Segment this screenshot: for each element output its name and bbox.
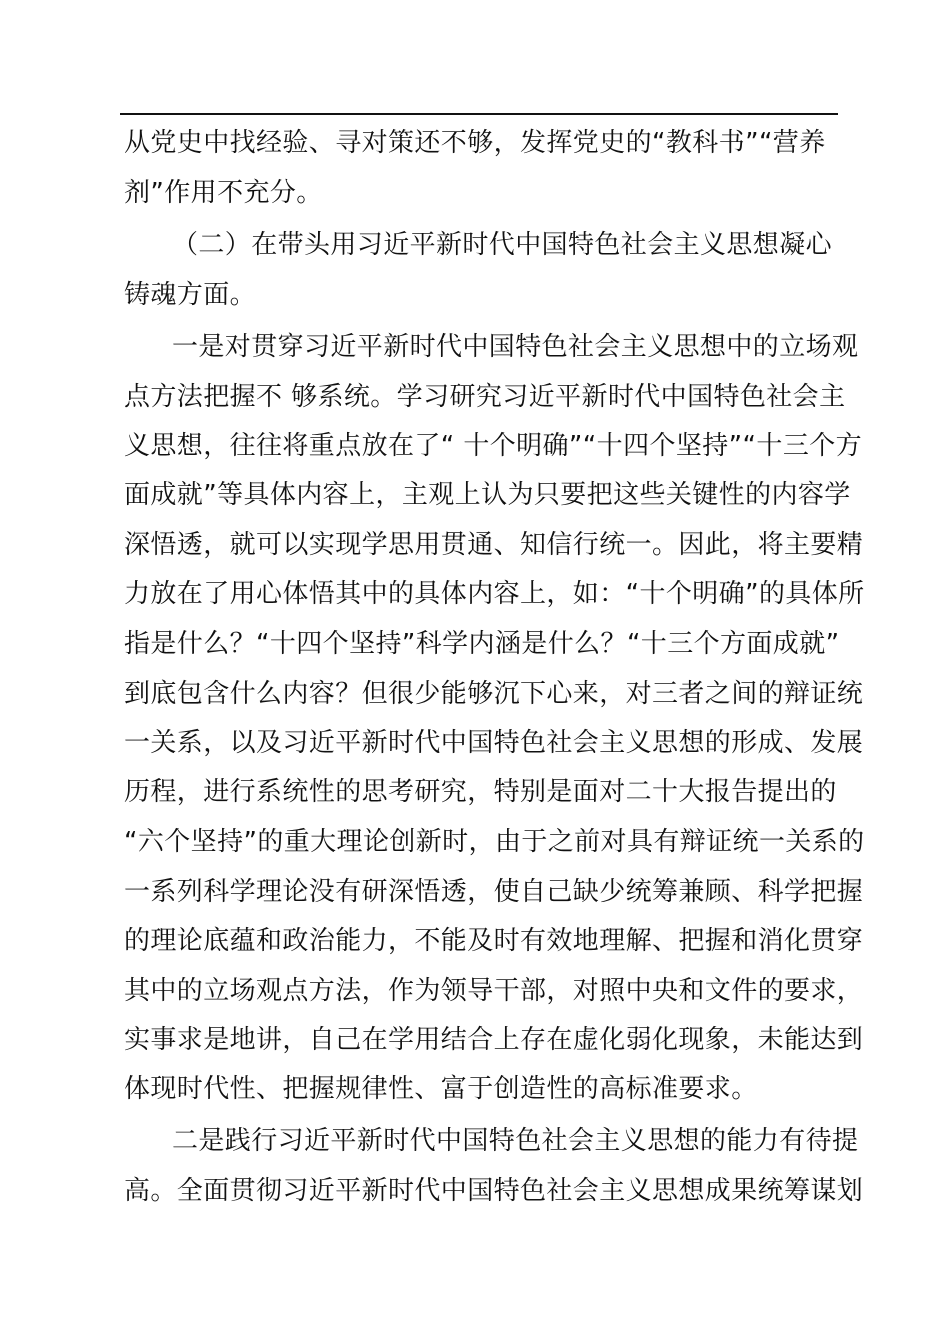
text-line: “六个坚持”的重大理论创新时，由于之前对具有辩证统一关系的 — [124, 827, 865, 857]
text-line: 其中的立场观点方法，作为领导干部，对照中央和文件的要求， — [124, 976, 864, 1006]
text-line: 的理论底蕴和政治能力，不能及时有效地理解、把握和消化贯穿 — [124, 926, 864, 956]
text-line: 历程，进行系统性的思考研究，特别是面对二十大报告提出的 — [124, 777, 837, 807]
text-line: 到底包含什么内容？但很少能够沉下心来，对三者之间的辩证统 — [124, 679, 864, 709]
text-line: 实事求是地讲，自己在学用结合上存在虚化弱化现象，未能达到 — [124, 1025, 864, 1055]
text-line: 面成就”等具体内容上，主观上认为只要把这些关键性的内容学 — [124, 480, 851, 510]
text-line: 二是践行习近平新时代中国特色社会主义思想的能力有待提 — [172, 1126, 859, 1156]
text-line: 深悟透，就可以实现学思用贯通、知信行统一。因此，将主要精 — [124, 530, 864, 560]
header-rule — [120, 113, 838, 115]
text-line: 指是什么？“十四个坚持”科学内涵是什么？“十三个方面成就” — [124, 629, 840, 659]
text-line: 点方法把握不 够系统。学习研究习近平新时代中国特色社会主 — [124, 382, 846, 412]
section-heading: （二）在带头用习近平新时代中国特色社会主义思想凝心 — [172, 230, 833, 260]
text-line: 一关系，以及习近平新时代中国特色社会主义思想的形成、发展 — [124, 728, 864, 758]
text-line: 高。全面贯彻习近平新时代中国特色社会主义思想成果统筹谋划 — [124, 1176, 864, 1206]
text-line: 从党史中找经验、寻对策还不够，发挥党史的“教科书”“营养 — [124, 128, 826, 158]
text-line: 一是对贯穿习近平新时代中国特色社会主义思想中的立场观 — [172, 332, 859, 362]
text-line: 剂”作用不充分。 — [124, 178, 323, 208]
text-line: 义思想，往往将重点放在了“ 十个明确”“十四个坚持”“十三个方 — [124, 431, 863, 461]
text-line: 体现时代性、把握规律性、富于创造性的高标准要求。 — [124, 1074, 758, 1104]
text-line: 力放在了用心体悟其中的具体内容上，如：“十个明确”的具体所 — [124, 579, 865, 609]
text-line: 一系列科学理论没有研深悟透，使自己缺少统筹兼顾、科学把握 — [124, 877, 864, 907]
section-heading: 铸魂方面。 — [124, 280, 257, 310]
